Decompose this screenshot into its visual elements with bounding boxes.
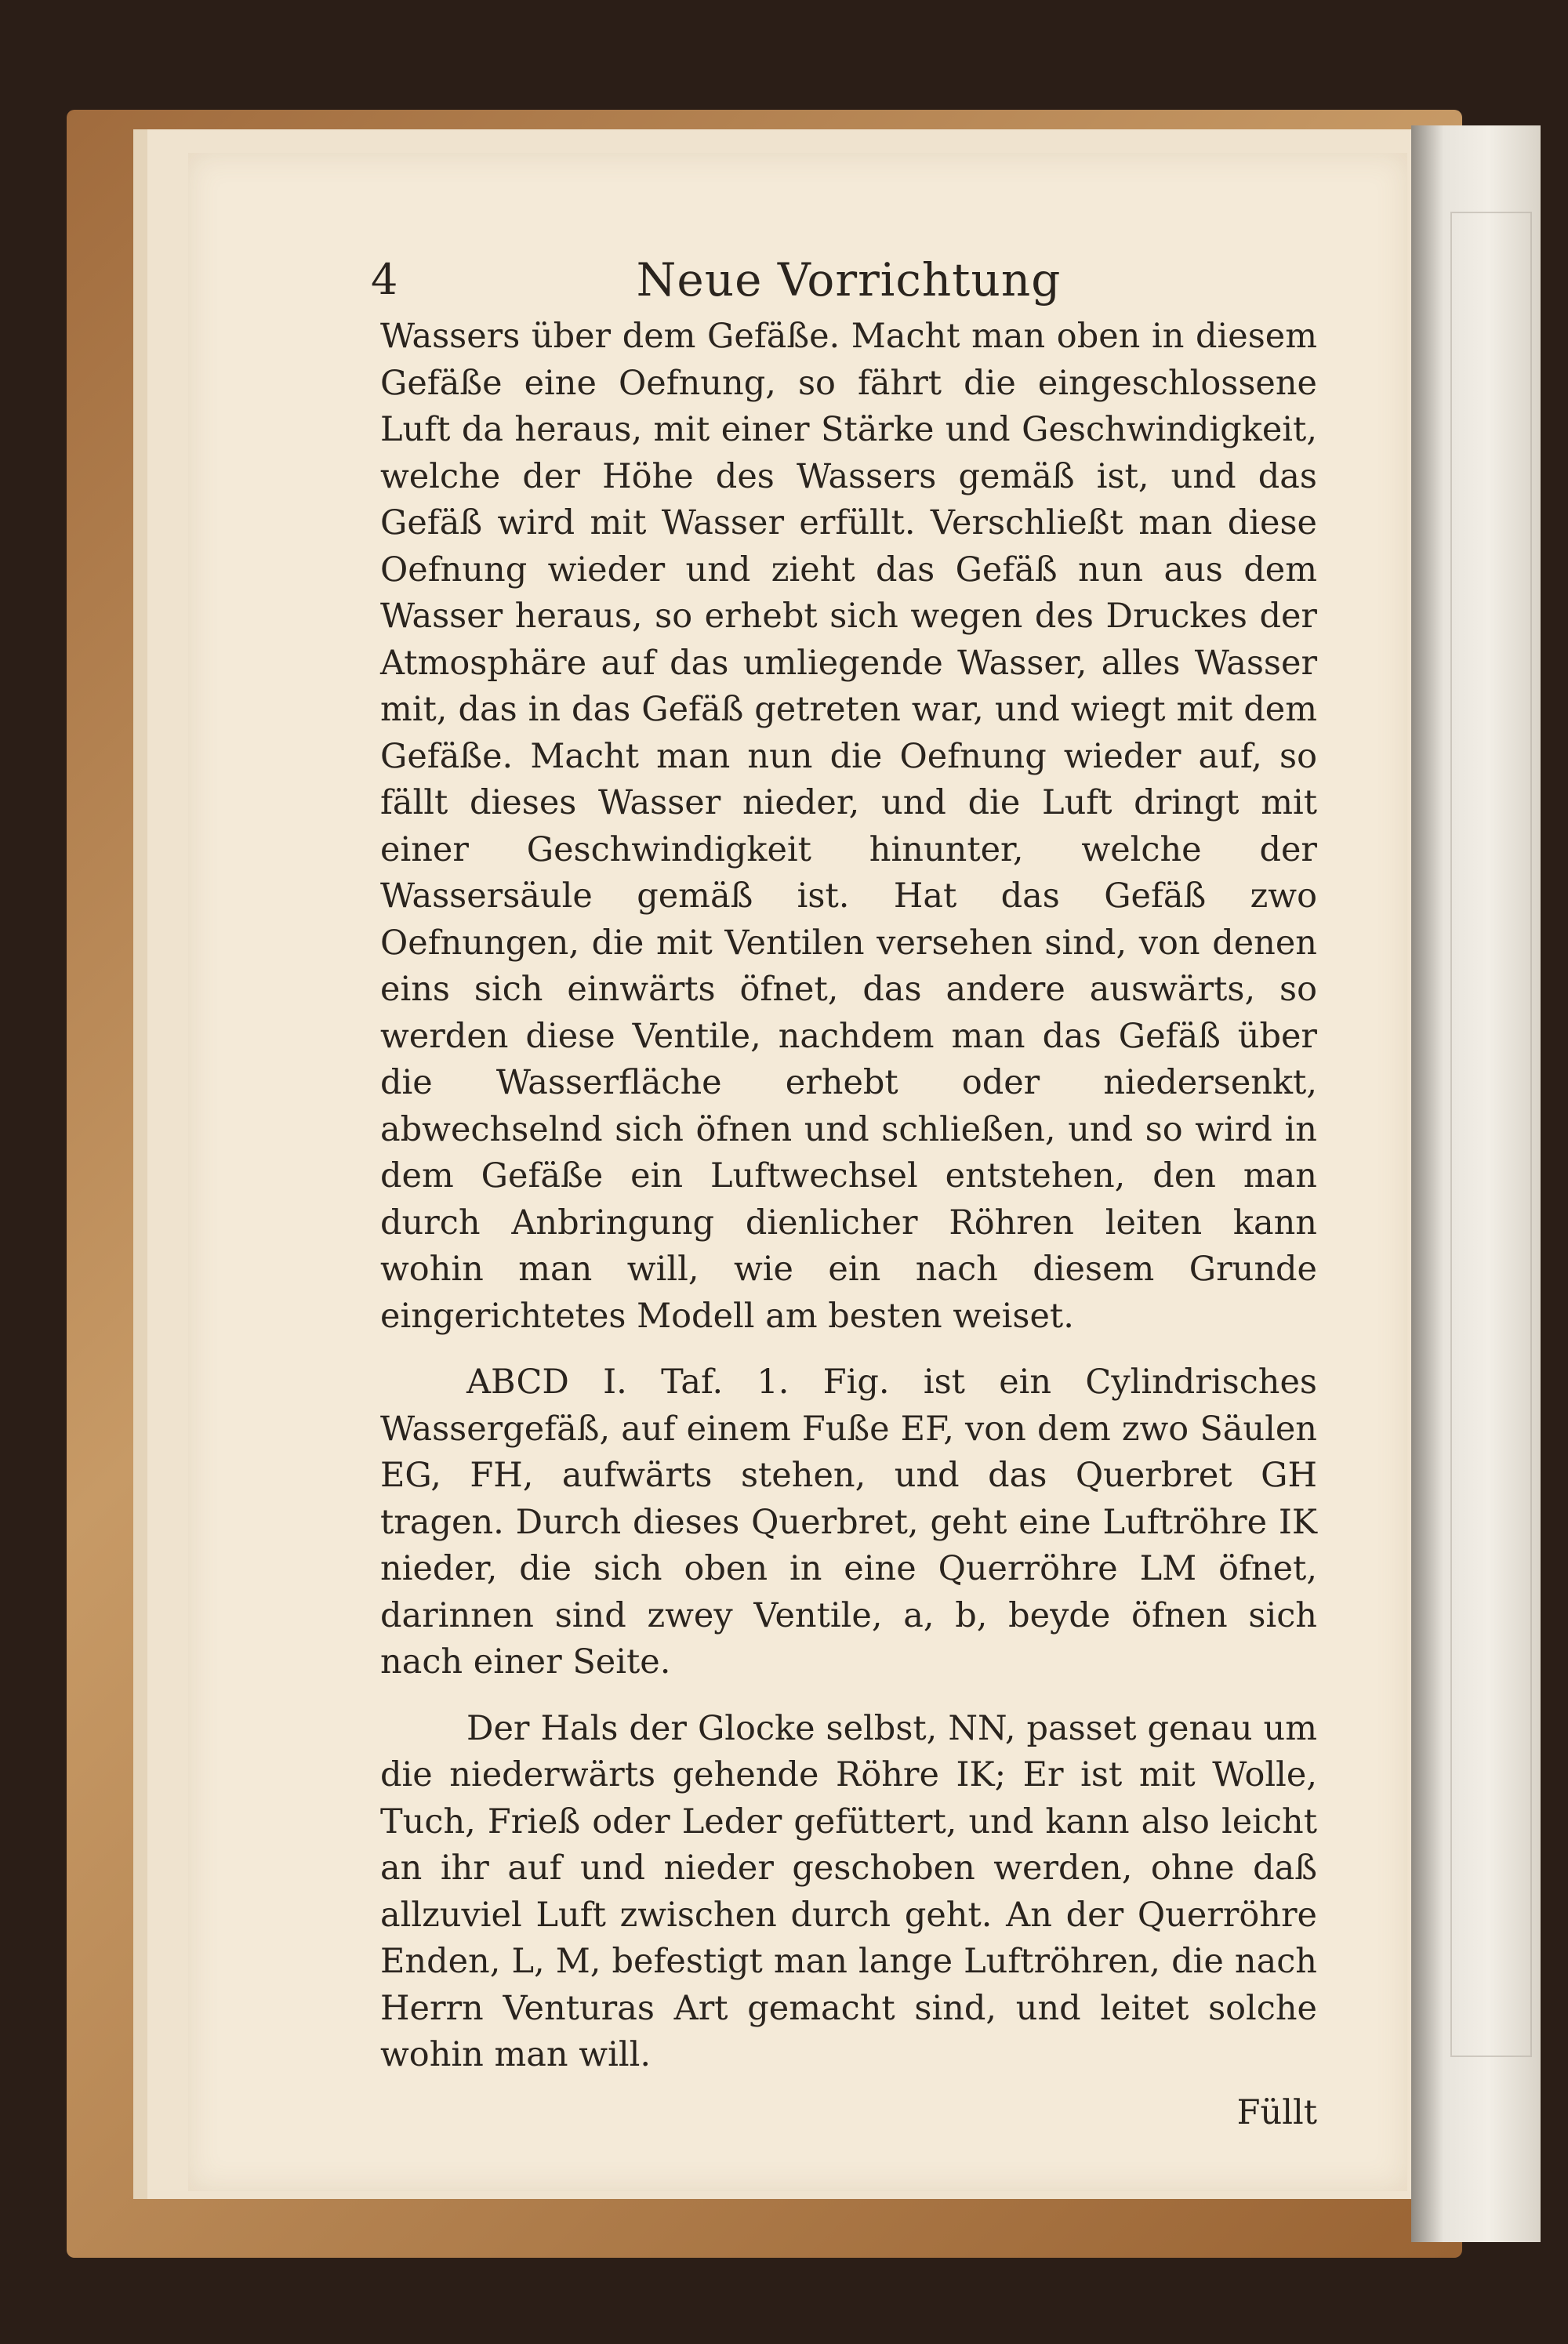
running-head: Neue Vorrichtung: [636, 253, 1062, 307]
facing-page-frame: [1450, 212, 1532, 2057]
catchword: Füllt: [1236, 2092, 1317, 2132]
paragraph-2: ABCD I. Taf. 1. Fig. ist ein Cylindrisches Wassergefäß, auf einem Fuße EF, von dem zwo Säulen EG, FH, aufwärts stehen, und das Querbret GH tragen. Durch dieses Querbret, geht eine Luftröhre IK nieder, die sich oben in eine Querröhre LM öfnet, darinnen sind zwey Ventile, a, b, beyde öfnen sich nach einer Seite.: [380, 1362, 1317, 1682]
page-header: [371, 239, 1317, 314]
paragraph-1: Wassers über dem Gefäße. Macht man oben in diesem Gefäße eine Oefnung, so fährt die eingeschlossene Luft da heraus, mit einer Stärke und Geschwindigkeit, welche der Höhe des Wassers gemäß ist, und das Gefäß wird mit Wasser erfüllt. Verschließt man diese Oefnung wieder und zieht das Gefäß nun aus dem Wasser heraus, so erhebt sich wegen des Druckes der Atmosphäre auf das umliegende Wasser, alles Wasser mit, das in das Gefäß getreten war, und wiegt mit dem Gefäße. Macht man nun die Oefnung wieder auf, so fällt dieses Wasser nieder, und die Luft dringt mit einer Geschwindigkeit hinunter, welche der Wassersäule gemäß ist. Hat das Gefäß zwo Oefnungen, die mit Ventilen versehen sind, von denen eins sich einwärts öfnet, das andere auswärts, so werden diese Ventile, nachdem man das Gefäß über die Wasserfläche erhebt oder niedersenkt, abwechselnd sich öfnen und schließen, und so wird in dem Gefäße ein Luftwechsel entstehen, den man durch Anbringung dienlicher Röhren leiten kann wohin man will, wie ein nach diesem Grunde eingerichtetes Modell am besten weiset.: [380, 317, 1317, 1336]
paragraph-3: Der Hals der Glocke selbst, NN, passet genau um die niederwärts gehende Röhre IK; Er ist mit Wolle, Tuch, Frieß oder Leder gefüttert, und kann also leicht an ihr auf und nieder geschoben werden, ohne daß allzuviel Luft zwischen durch geht. An der Querröhre Enden, L, M, befestigt man lange Luftröhren, die nach Herrn Venturas Art gemacht sind, und leitet solche wohin man will.: [380, 1708, 1317, 2074]
page-number: 4: [371, 255, 398, 304]
page-text: [371, 239, 1317, 2136]
